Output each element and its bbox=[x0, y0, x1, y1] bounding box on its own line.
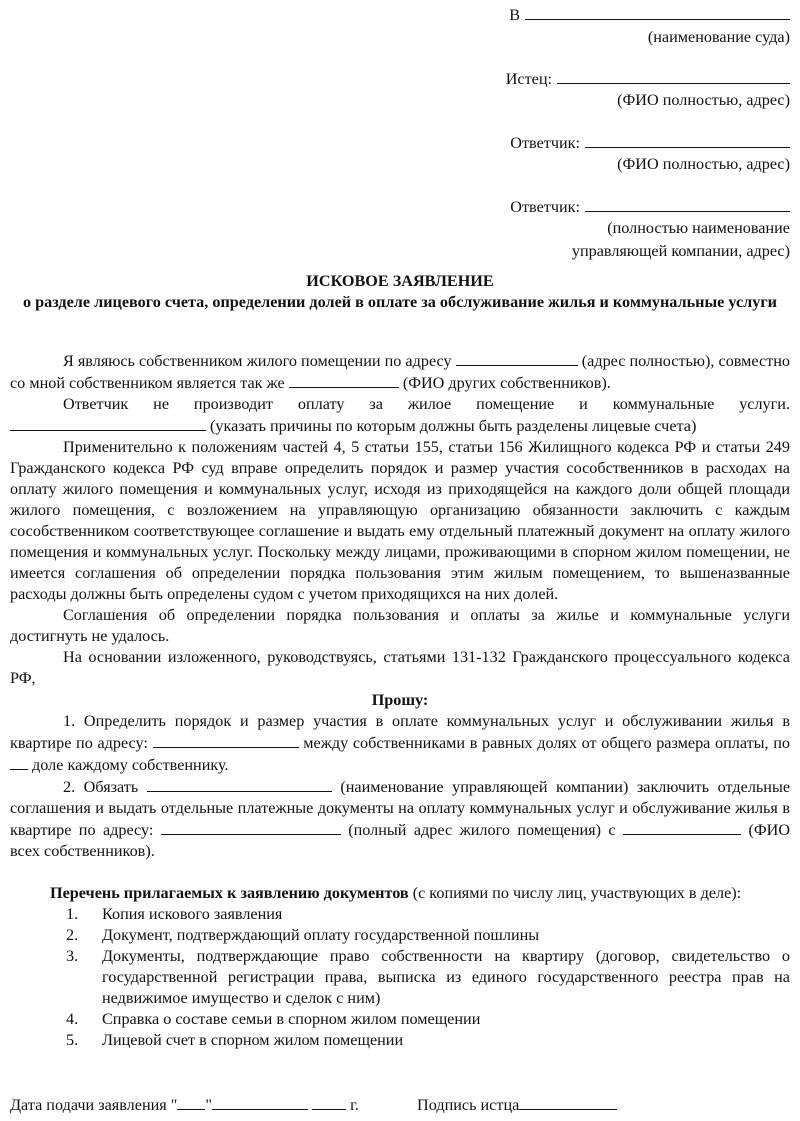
signature-blank bbox=[519, 1094, 617, 1110]
title-sub: о разделе лицевого счета, определении долей в оплате за обслуживание жилья и коммунальные услуги bbox=[22, 293, 778, 311]
court-line bbox=[490, 4, 790, 26]
document-body bbox=[10, 350, 790, 1051]
year-suffix: г. bbox=[350, 1096, 359, 1114]
paragraph-1 bbox=[10, 350, 790, 394]
p1-text-a: Я являюсь собственником жилого помещении по адресу bbox=[63, 352, 452, 370]
r2-address-blank bbox=[161, 819, 341, 835]
paragraph-2 bbox=[10, 394, 790, 437]
defendant1-label: Ответчик: bbox=[510, 134, 580, 152]
r2-text-b: (наименование управляющей компании) заключить отдельные соглашения и выдать отдельные платежные документы на оплату коммунальных услуг и обслуживание жилья в квартире по адресу: bbox=[10, 778, 791, 839]
attachment-item bbox=[10, 1030, 790, 1051]
defendant2-note-2: управляющей компании, адрес) bbox=[571, 242, 790, 260]
attachments-heading bbox=[10, 883, 790, 904]
date-label: Дата подачи заявления " bbox=[10, 1096, 178, 1114]
share-blank bbox=[10, 754, 28, 770]
attachments-list bbox=[10, 904, 790, 1051]
plaintiff-blank bbox=[557, 68, 790, 84]
signature-label: Подпись истца bbox=[417, 1096, 520, 1114]
year-blank bbox=[312, 1094, 346, 1110]
paragraph-5: На основании изложенного, руководствуясь, статьями 131-132 Гражданского процессуального кодекса РФ, bbox=[10, 648, 790, 687]
r1-address-blank bbox=[153, 732, 299, 748]
defendant1-note: (ФИО полностью, адрес) bbox=[617, 155, 790, 173]
attachment-number: 4. bbox=[66, 1010, 79, 1028]
owners-blank bbox=[289, 372, 399, 388]
request-2 bbox=[10, 776, 790, 862]
attachment-number: 2. bbox=[66, 926, 79, 944]
p1-text-b: (адрес полностью), совместно со мной собственником является так же bbox=[10, 352, 791, 392]
header-block bbox=[490, 4, 790, 262]
r2-owners-blank bbox=[623, 819, 741, 835]
paragraph-3: Применительно к положениям частей 4, 5 статьи 155, статьи 156 Жилищного кодекса РФ и статьи 249 Гражданского кодекса РФ суд вправе определить порядок и размер участия сособственников в расходах на оплату жилого помещения и коммунальных услуг, исходя из приходящейся на каждого доли общей площади жилого помещения, с возложением на управляющую организацию обязанности заключить с каждым сособственником соответствующее соглашение и выдать ему отдельный платежный документ на оплату жилого помещения и коммунальных услуг. Поскольку между лицами, проживающими в спорном жилом помещении, не имеется соглашения об определении порядка пользования этим жилым помещением, то вышеназванные расходы должны быть определены судом с учетом приходящихся на них долей. bbox=[10, 438, 790, 603]
attachments-heading-rest: (с копиями по числу лиц, участвующих в деле): bbox=[412, 884, 742, 902]
attachment-number: 5. bbox=[66, 1031, 79, 1049]
p2-text-b: (указать причины по которым должны быть разделены лицевые счета) bbox=[210, 417, 697, 435]
attachment-item bbox=[10, 904, 790, 925]
defendant1-blank bbox=[585, 132, 790, 148]
day-blank bbox=[177, 1094, 205, 1110]
plaintiff-note: (ФИО полностью, адрес) bbox=[617, 91, 790, 109]
p2-text-a: Ответчик не производит оплату за жилое помещение и коммунальные услуги. bbox=[63, 395, 790, 413]
month-blank bbox=[212, 1094, 308, 1110]
attachment-item bbox=[10, 946, 790, 1009]
plaintiff-label: Истец: bbox=[505, 70, 552, 88]
attachment-text: Лицевой счет в спорном жилом помещении bbox=[102, 1031, 404, 1049]
defendant2-blank bbox=[585, 196, 790, 212]
defendant2-label: Ответчик: bbox=[510, 198, 580, 216]
address-blank bbox=[456, 350, 578, 366]
r1-text-a: 1. Определить порядок и размер участия в оплате коммунальных услуг и обслуживании жилья в квартире по адресу: bbox=[10, 712, 790, 752]
plaintiff-line bbox=[490, 68, 790, 90]
r2-text-d: (ФИО всех собственников). bbox=[10, 821, 791, 860]
attachment-text: Копия искового заявления bbox=[102, 905, 283, 923]
r2-text-a: 2. Обязать bbox=[63, 778, 139, 796]
r2-text-c: (полный адрес жилого помещения) с bbox=[348, 821, 616, 839]
attachment-text: Документ, подтверждающий оплату государственной пошлины bbox=[102, 926, 540, 944]
court-note: (наименование суда) bbox=[647, 28, 790, 46]
r1-text-c: доле каждому собственнику. bbox=[32, 756, 229, 774]
company-blank bbox=[147, 776, 332, 792]
document-title bbox=[10, 271, 790, 313]
r1-text-b: между собственниками в равных долях от общего размера оплаты, по bbox=[303, 734, 791, 752]
request-1 bbox=[10, 711, 790, 776]
defendant2-line bbox=[490, 196, 790, 218]
paragraph-4: Соглашения об определении порядка пользования и оплаты за жилье и коммунальные услуги достигнуть не удалось. bbox=[10, 606, 790, 645]
defendant1-line bbox=[490, 132, 790, 154]
attachments-heading-bold: Перечень прилагаемых к заявлению документов bbox=[50, 884, 409, 902]
date-quote: " bbox=[205, 1096, 212, 1114]
court-prefix: В bbox=[509, 6, 520, 24]
footer bbox=[10, 1094, 790, 1116]
defendant2-note-1: (полностью наименование bbox=[607, 219, 790, 237]
p1-text-c: (ФИО других собственников). bbox=[402, 374, 611, 392]
attachment-text: Документы, подтверждающие право собственности на квартиру (договор, свидетельство о государственной регистрации права, выписка из единого государственного реестра прав на недвижимое имущество и сделок с ним) bbox=[102, 947, 790, 1007]
reason-blank bbox=[10, 415, 206, 431]
attachment-number: 3. bbox=[66, 947, 79, 965]
attachment-number: 1. bbox=[66, 905, 79, 923]
attachment-item bbox=[10, 1009, 790, 1030]
title-main: ИСКОВОЕ ЗАЯВЛЕНИЕ bbox=[306, 272, 494, 290]
request-heading: Прошу: bbox=[371, 691, 429, 709]
court-blank bbox=[525, 4, 790, 20]
attachment-text: Справка о составе семьи в спорном жилом помещении bbox=[102, 1010, 481, 1028]
attachment-item bbox=[10, 925, 790, 946]
